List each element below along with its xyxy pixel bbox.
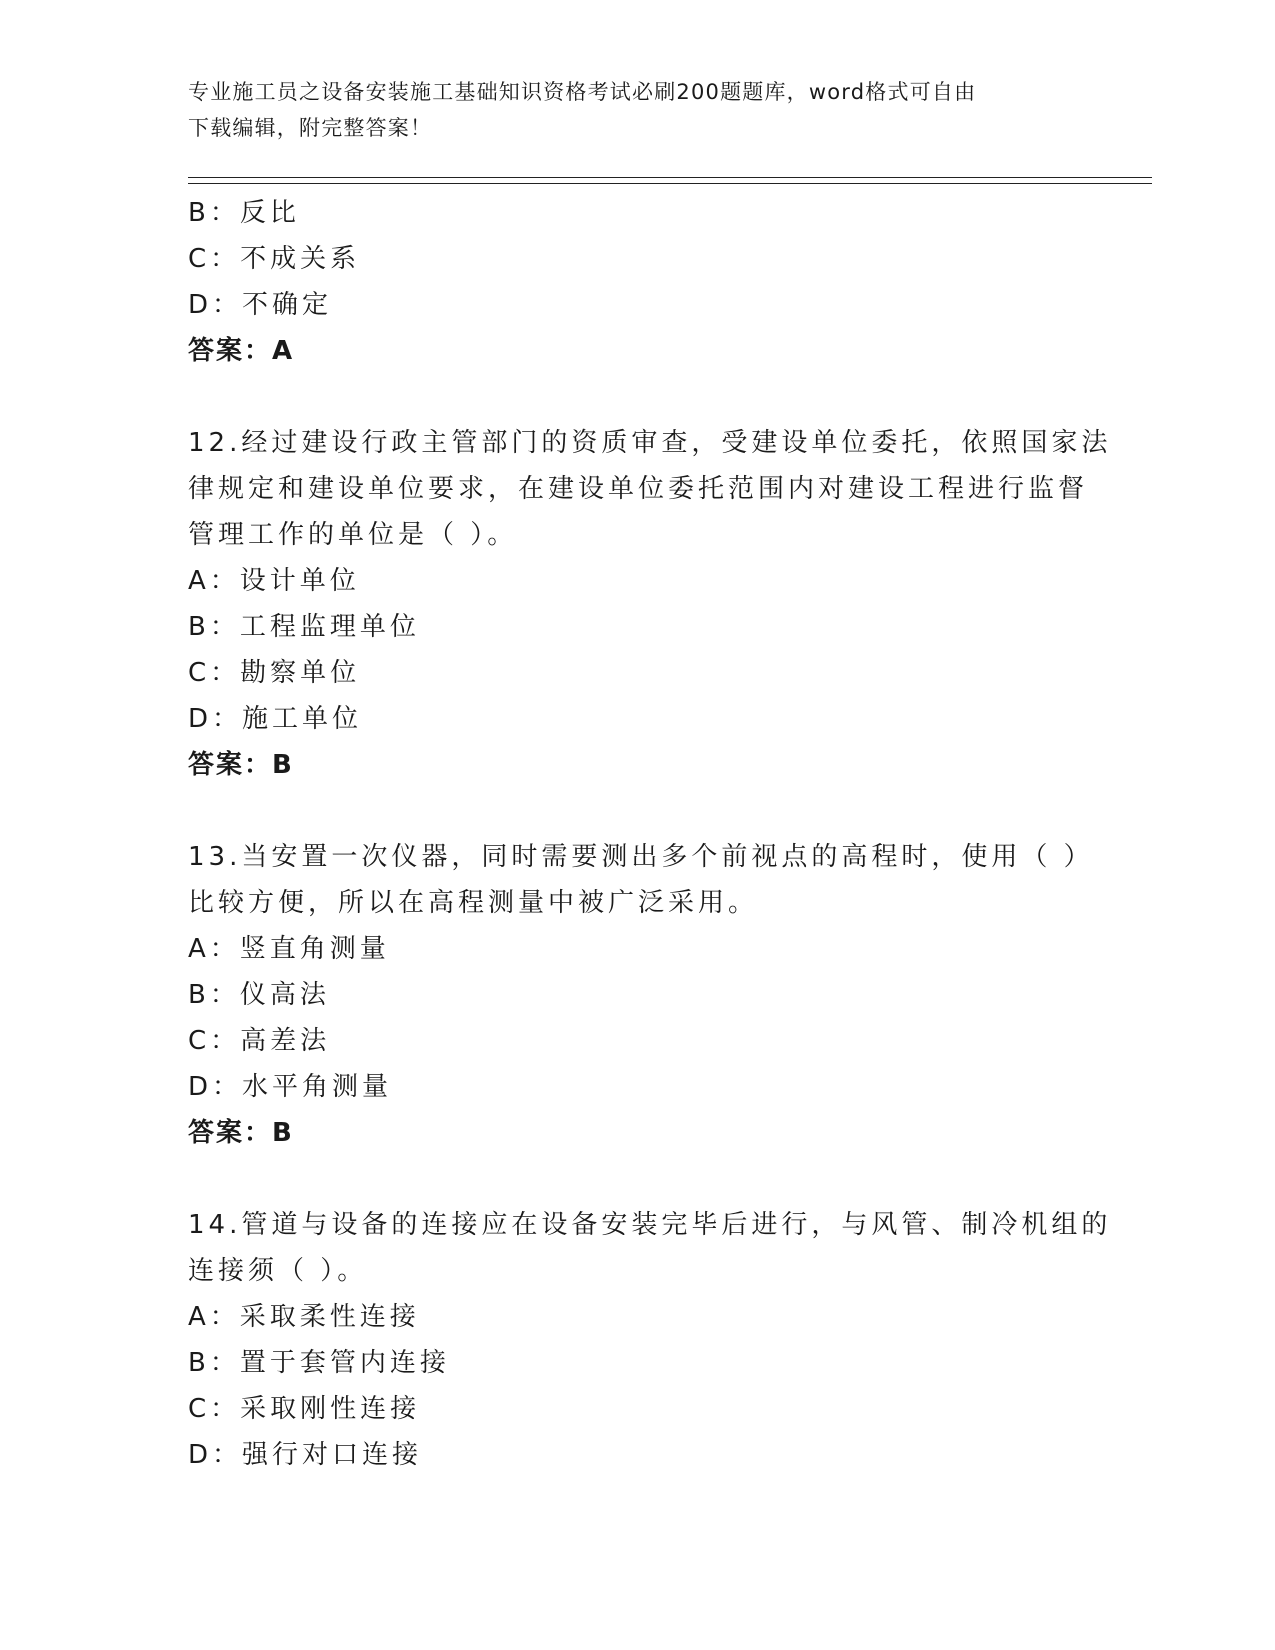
answer-line: 答案：A <box>188 336 295 366</box>
option-d: D：不确定 <box>188 290 333 320</box>
question-12 <box>188 420 1112 788</box>
option-b: B：仪高法 <box>188 980 330 1010</box>
question-text-line: 比较方便，所以在高程测量中被广泛采用。 <box>188 888 759 918</box>
spacer <box>188 1156 1088 1202</box>
option-c: C：不成关系 <box>188 244 361 274</box>
answer-line: 答案：B <box>188 750 294 780</box>
option-a: A：竖直角测量 <box>188 934 390 964</box>
header-divider-bottom <box>188 183 1152 184</box>
option-b: B：反比 <box>188 198 300 228</box>
option-c: C：高差法 <box>188 1026 331 1056</box>
option-d: D：强行对口连接 <box>188 1440 423 1470</box>
document-header <box>188 74 1068 146</box>
question-text-line: 12.经过建设行政主管部门的资质审查，受建设单位委托，依照国家法 <box>188 428 1112 458</box>
spacer <box>188 788 1088 834</box>
question-text-line: 连接须（ ）。 <box>188 1256 368 1286</box>
question-text-line: 律规定和建设单位要求，在建设单位委托范围内对建设工程进行监督 <box>188 474 1089 504</box>
question-14 <box>188 1202 1112 1478</box>
previous-question <box>188 190 1088 374</box>
option-d: D：水平角测量 <box>188 1072 393 1102</box>
option-b: B：置于套管内连接 <box>188 1348 450 1378</box>
question-text-line: 13.当安置一次仪器，同时需要测出多个前视点的高程时，使用（ ） <box>188 842 1094 872</box>
question-13 <box>188 834 1094 1156</box>
option-c: C：勘察单位 <box>188 658 361 688</box>
option-b: B：工程监理单位 <box>188 612 420 642</box>
option-a: A：设计单位 <box>188 566 360 596</box>
question-list <box>188 190 1112 1478</box>
option-c: C：采取刚性连接 <box>188 1394 421 1424</box>
header-divider-top <box>188 177 1152 178</box>
question-text-line: 管理工作的单位是（ ）。 <box>188 520 518 550</box>
answer-line: 答案：B <box>188 1118 294 1148</box>
header-line-2: 下载编辑，附完整答案！ <box>188 116 433 140</box>
header-line-1: 专业施工员之设备安装施工基础知识资格考试必刷200题题库，word格式可自由 <box>188 80 977 104</box>
option-d: D：施工单位 <box>188 704 363 734</box>
spacer <box>188 374 1088 420</box>
question-text-line: 14.管道与设备的连接应在设备安装完毕后进行，与风管、制冷机组的 <box>188 1210 1112 1240</box>
option-a: A：采取柔性连接 <box>188 1302 420 1332</box>
